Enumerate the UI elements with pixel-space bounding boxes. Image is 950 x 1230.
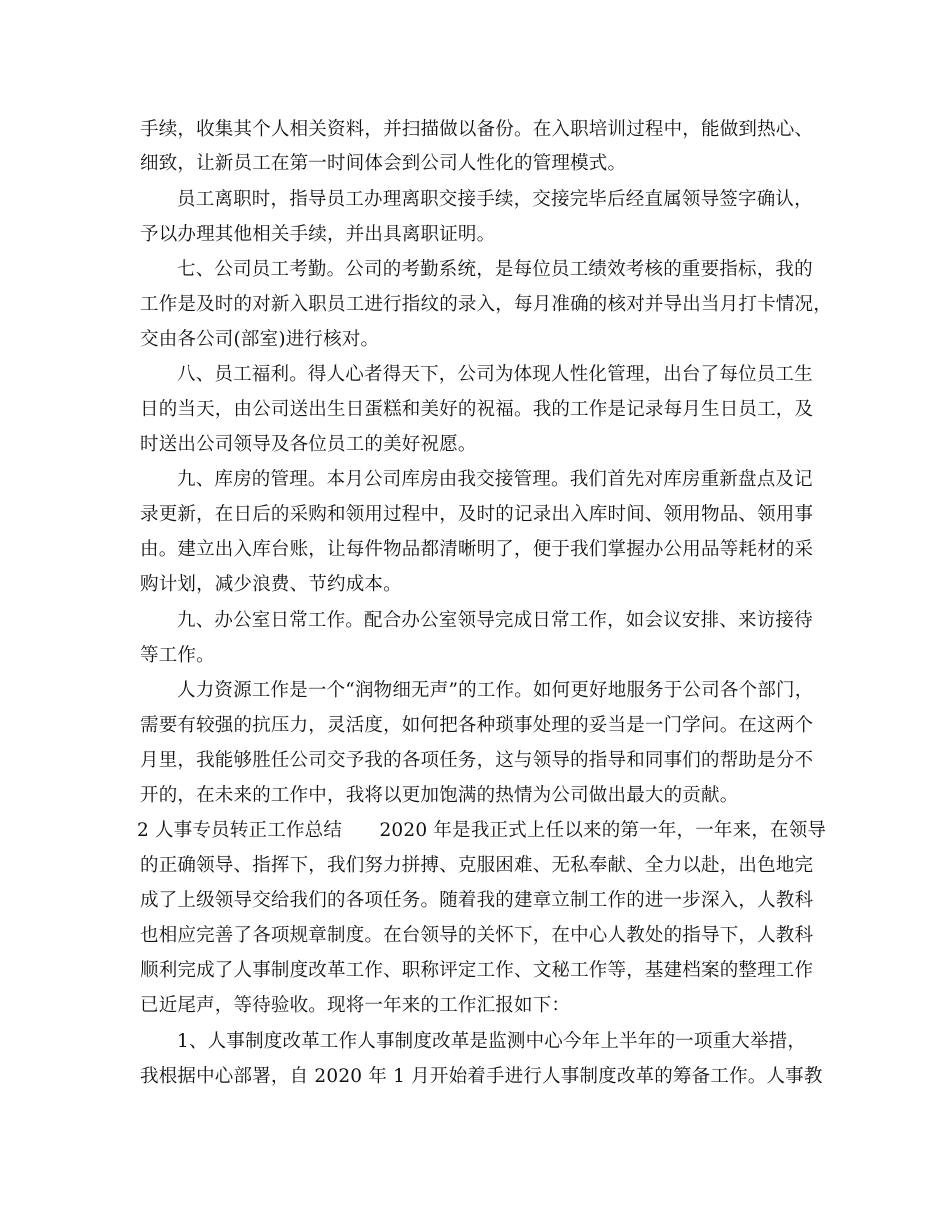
text-line: 交由各公司(部室)进行核对。	[140, 329, 380, 350]
text-line: 工作是及时的对新入职员工进行指纹的录入，每月准确的核对并导出当月打卡情况，	[140, 294, 832, 315]
text-line: 七、公司员工考勤。公司的考勤系统，是每位员工绩效考核的重要指标，我的	[177, 259, 813, 280]
text-line: 员工离职时，指导员工办理离职交接手续，交接完毕后经直属领导签字确认，	[177, 189, 813, 210]
text-line: 我根据中心部署，自 2020 年 1 月开始着手进行人事制度改革的筹备工作。人事教	[140, 1066, 823, 1087]
text-line: 时送出公司领导及各位员工的美好祝愿。	[140, 434, 477, 455]
text-line: 由。建立出入库台账，让每件物品都清晰明了，便于我们掌握办公用品等耗材的采	[140, 539, 814, 560]
text-line: 也相应完善了各项规章制度。在台领导的关怀下，在中心人教处的指导下，人教科	[140, 925, 814, 946]
text-line: 录更新，在日后的采购和领用过程中，及时的记录出入库时间、领用物品、领用事	[140, 504, 814, 525]
text-line: 八、员工福利。得人心者得天下，公司为体现人性化管理，出台了每位员工生	[177, 364, 813, 385]
text-line: 日的当天，由公司送出生日蛋糕和美好的祝福。我的工作是记录每月生日员工，及	[140, 399, 814, 420]
text-line: 购计划，减少浪费、节约成本。	[140, 574, 402, 595]
text-line: 已近尾声，等待验收。现将一年来的工作汇报如下：	[140, 995, 571, 1016]
text-line: 顺利完成了人事制度改革工作、职称评定工作、文秘工作等，基建档案的整理工作	[140, 960, 814, 981]
text-line: 月里，我能够胜任公司交予我的各项任务，这与领导的指导和同事们的帮助是分不	[140, 750, 814, 771]
text-line: 需要有较强的抗压力，灵活度，如何把各种琐事处理的妥当是一门学问。在这两个	[140, 715, 814, 736]
text-line: 人力资源工作是一个“润物细无声”的工作。如何更好地服务于公司各个部门，	[177, 680, 814, 701]
text-line: 1、人事制度改革工作人事制度改革是监测中心今年上半年的一项重大举措，	[177, 1031, 807, 1052]
text-line: 成了上级领导交给我们的各项任务。随着我的建章立制工作的进一步深入，人教科	[140, 890, 814, 911]
text-line: 予以办理其他相关手续，并出具离职证明。	[140, 224, 496, 245]
section-heading-line: 2 人事专员转正工作总结 2020 年是我正式上任以来的第一年，一年来，在领导	[137, 820, 827, 841]
text-line: 九、库房的管理。本月公司库房由我交接管理。我们首先对库房重新盘点及记	[177, 469, 813, 490]
text-line: 的正确领导、指挥下，我们努力拼搏、克服困难、无私奉献、全力以赴，出色地完	[140, 855, 814, 876]
text-line: 等工作。	[140, 645, 215, 666]
text-line: 九、办公室日常工作。配合办公室领导完成日常工作，如会议安排、来访接待	[177, 610, 813, 631]
text-line: 开的，在未来的工作中，我将以更加饱满的热情为公司做出最大的贡献。	[140, 785, 739, 806]
text-line: 手续，收集其个人相关资料，并扫描做以备份。在入职培训过程中，能做到热心、	[140, 119, 814, 140]
text-line: 细致，让新员工在第一时间体会到公司人性化的管理模式。	[140, 153, 627, 174]
